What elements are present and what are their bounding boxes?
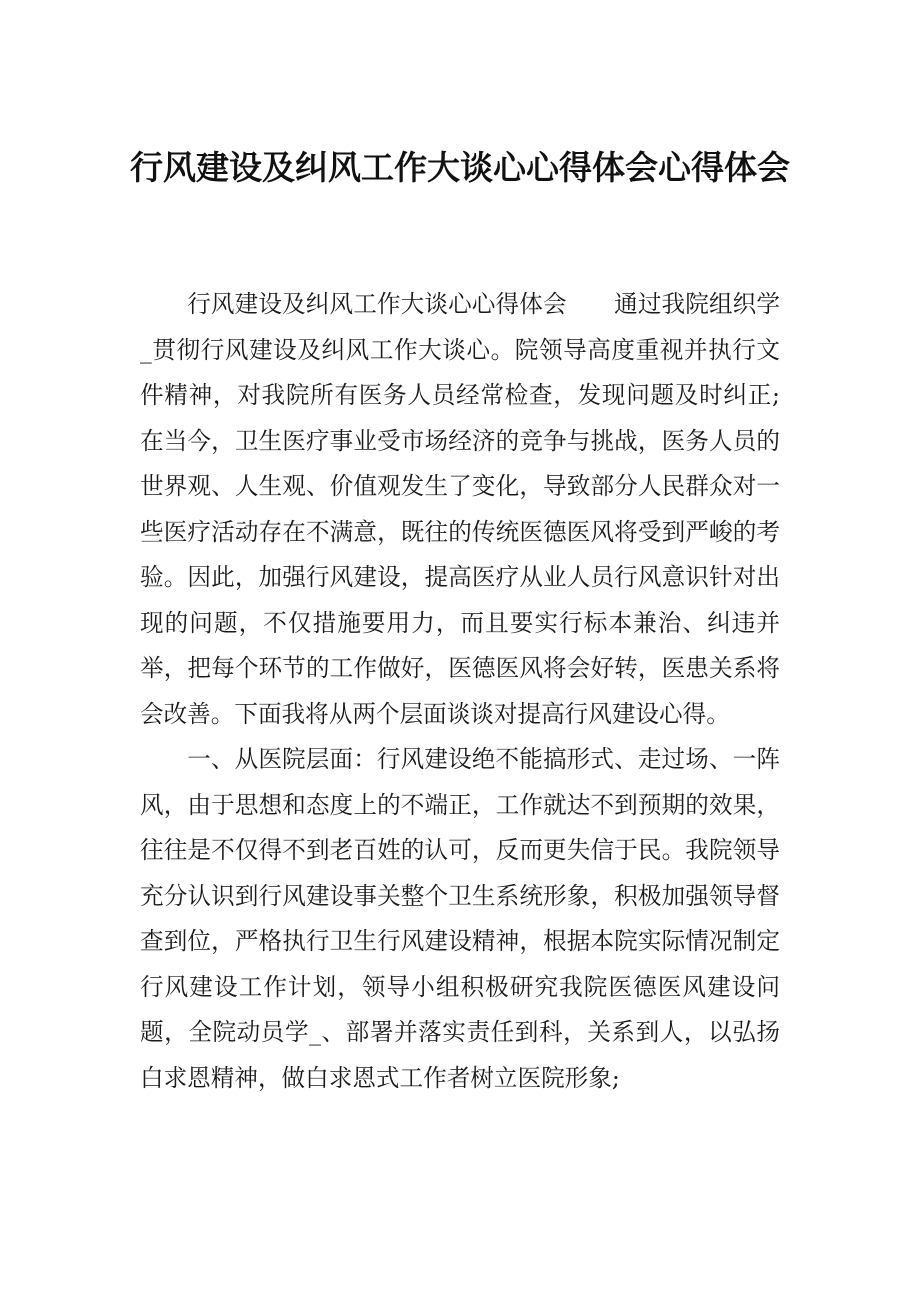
document-title: 行风建设及纠风工作大谈心心得体会心得体会 xyxy=(130,148,790,187)
paragraph-hospital-level: 一、从医院层面：行风建设绝不能搞形式、走过场、一阵风，由于思想和态度上的不端正，工作就达不到预期的效果，往往是不仅得不到老百姓的认可，反而更失信于民。我院领导充分认识到行风建设事关整个卫生系统形象，积极加强领导督查到位，严格执行卫生行风建设精神，根据本院实际情况制定行风建设工作计划，领导小组积极研究我院医德医风建设问题，全院动员学_、部署并落实责任到科，关系到人，以弘扬白求恩精神，做白求恩式工作者树立医院形象; xyxy=(140,745,780,1092)
paragraph-intro: 行风建设及纠风工作大谈心心得体会 通过我院组织学_贯彻行风建设及纠风工作大谈心。院领导高度重视并执行文件精神，对我院所有医务人员经常检查，发现问题及时纠正;在当今，卫生医疗事业受市场经济的竞争与挑战，医务人员的世界观、人生观、价值观发生了变化，导致部分人民群众对一些医疗活动存在不满意，既往的传统医德医风将受到严峻的考验。因此，加强行风建设，提高医疗从业人员行风意识针对出现的问题，不仅措施要用力，而且要实行标本兼治、纠违并举，把每个环节的工作做好，医德医风将会好转，医患关系将会改善。下面我将从两个层面谈谈对提高行风建设心得。 xyxy=(140,290,780,728)
document-body xyxy=(140,282,780,1101)
